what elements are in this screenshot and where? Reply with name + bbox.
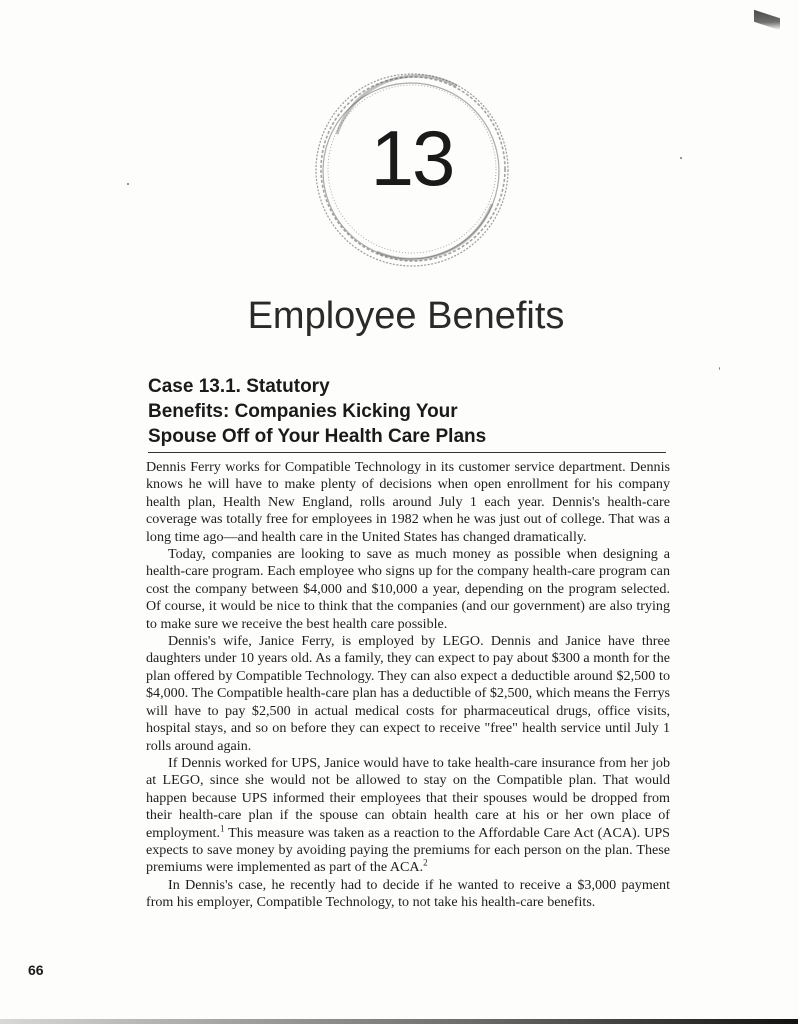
scan-speck <box>680 157 682 159</box>
scan-speck <box>719 367 720 370</box>
paragraph-2: Today, companies are looking to save as much money as possible when designing a health-care program. Each employee who signs up for the company health-care program can cost the company between $4,000 and $10,000 a year, depending on the program selected. Of course, it would be nice to think that the companies (and our government) are also trying to make sure we receive the best health care possible. <box>146 546 670 632</box>
chapter-number: 13 <box>370 114 454 202</box>
heading-rule <box>148 452 666 453</box>
scan-bottom-edge <box>0 1019 798 1024</box>
paragraph-4-text-cont: This measure was taken as a reaction to the Affordable Care Act (ACA). UPS expects to save money by avoiding paying the premiums for each person on the plan. These premiums were implemented as part of the ACA. <box>146 824 670 876</box>
footnote-ref-1: 1 <box>219 822 225 833</box>
case-heading-line-3: Spouse Off of Your Health Care Plans <box>148 426 487 447</box>
paragraph-4 <box>146 755 670 877</box>
page-number: 66 <box>28 962 44 978</box>
scan-speck <box>127 183 129 185</box>
scan-corner-artifact <box>754 10 780 30</box>
case-body <box>146 459 670 912</box>
paragraph-1: Dennis Ferry works for Compatible Technology in its customer service department. Dennis knows he will have to make plenty of decisions when open enrollment for his company health plan, Health New England, rolls around July 1 each year. Dennis's health-care coverage was totally free for employees in 1982 when he was just out of college. That was a long time ago—and health care in the United States has changed dramatically. <box>146 459 670 545</box>
case-heading-line-1: Case 13.1. Statutory <box>148 376 330 397</box>
paragraph-4-text: If Dennis worked for UPS, Janice would have to take health-care insurance from her job at LEGO, since she would not be allowed to stay on the Compatible plan. That would happen because UPS informed their employees that their spouses would be dropped from their health-care plan if the spouse can obtain health care at his or her own place of employment. <box>146 754 670 841</box>
footnote-ref-2: 2 <box>423 857 428 868</box>
case-heading-line-2: Benefits: Companies Kicking Your <box>148 401 458 422</box>
paragraph-5: In Dennis's case, he recently had to decide if he wanted to receive a $3,000 payment from his employer, Compatible Technology, to not take his health-care benefits. <box>146 876 670 911</box>
paragraph-3: Dennis's wife, Janice Ferry, is employed by LEGO. Dennis and Janice have three daughters under 10 years old. As a family, they can expect to pay about $300 a month for the plan offered by Compatible Technology. They can also expect a deductible around $2,500 to $4,000. The Compatible health-care plan has a deductible of $2,500, which means the Ferrys will have to pay $2,500 in actual medical costs for pharmaceutical drugs, office visits, hospital stays, and so on before they can expect to receive "free" health service until July 1 rolls around again. <box>146 633 670 754</box>
chapter-title: Employee Benefits <box>247 295 565 337</box>
case-heading <box>148 374 668 449</box>
